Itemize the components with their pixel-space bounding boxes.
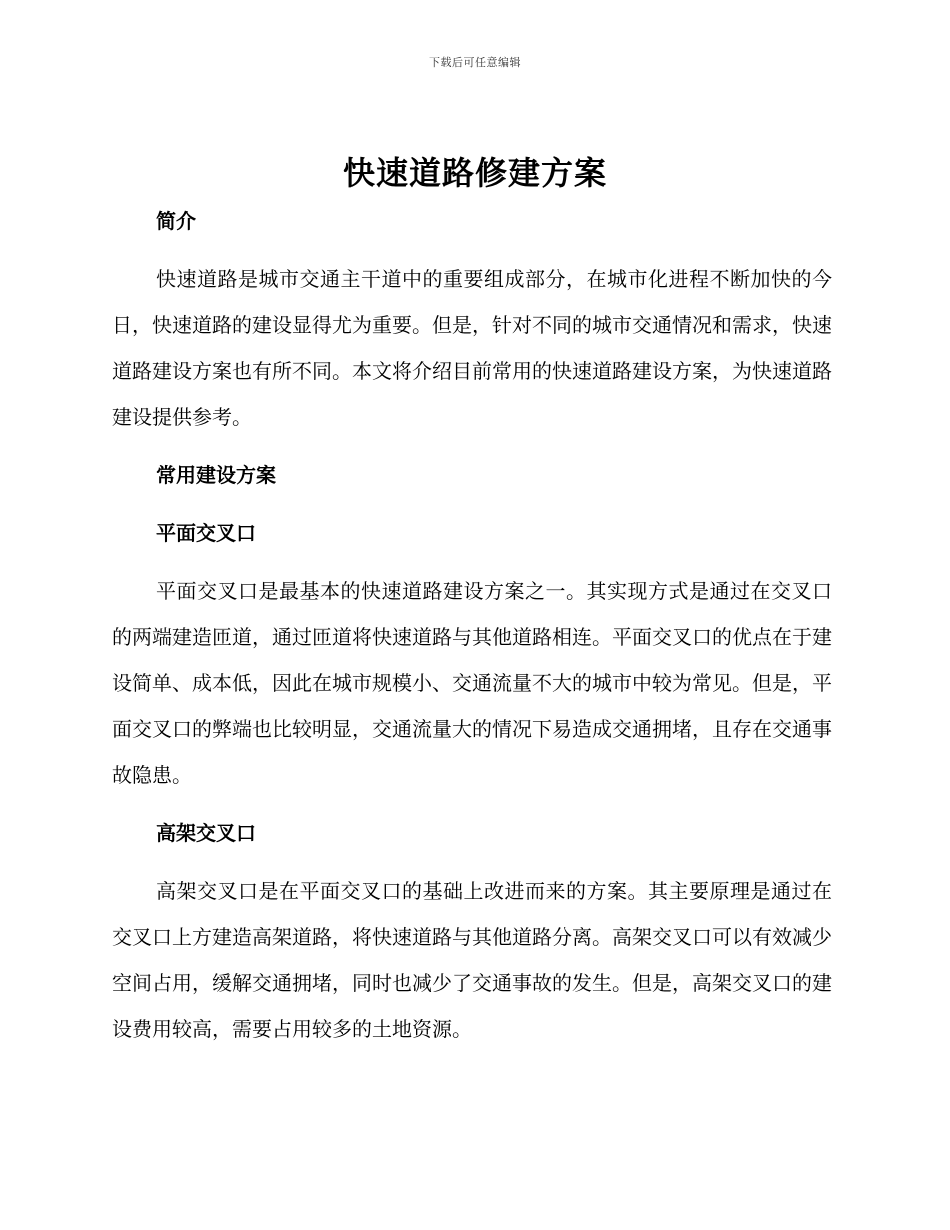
document-body bbox=[112, 198, 832, 1052]
section-heading-common-plans: 常用建设方案 bbox=[156, 463, 276, 487]
header-note: 下载后可任意编辑 bbox=[429, 56, 521, 69]
paragraph-at-grade-intersection: 平面交叉口是最基本的快速道路建设方案之一。其实现方式是通过在交叉口的两端建造匝道，通过匝道将快速道路与其他道路相连。平面交叉口的优点在于建设简单、成本低，因此在城市规模小、交通流量不大的城市中较为常见。但是，平面交叉口的弊端也比较明显，交通流量大的情况下易造成交通拥堵，且存在交通事故隐患。 bbox=[112, 579, 832, 787]
section-heading-intro: 简介 bbox=[156, 209, 196, 233]
section-heading-elevated-intersection: 高架交叉口 bbox=[156, 821, 256, 845]
paragraph-intro: 快速道路是城市交通主干道中的重要组成部分，在城市化进程不断加快的今日，快速道路的建设显得尤为重要。但是，针对不同的城市交通情况和需求，快速道路建设方案也有所不同。本文将介绍目前常用的快速道路建设方案，为快速道路建设提供参考。 bbox=[112, 267, 832, 429]
section-heading-at-grade-intersection: 平面交叉口 bbox=[156, 521, 256, 545]
document-title: 快速道路修建方案 bbox=[342, 154, 607, 192]
paragraph-elevated-intersection: 高架交叉口是在平面交叉口的基础上改进而来的方案。其主要原理是通过在交叉口上方建造高架道路，将快速道路与其他道路分离。高架交叉口可以有效减少空间占用，缓解交通拥堵，同时也减少了交通事故的发生。但是，高架交叉口的建设费用较高，需要占用较多的土地资源。 bbox=[112, 879, 832, 1041]
